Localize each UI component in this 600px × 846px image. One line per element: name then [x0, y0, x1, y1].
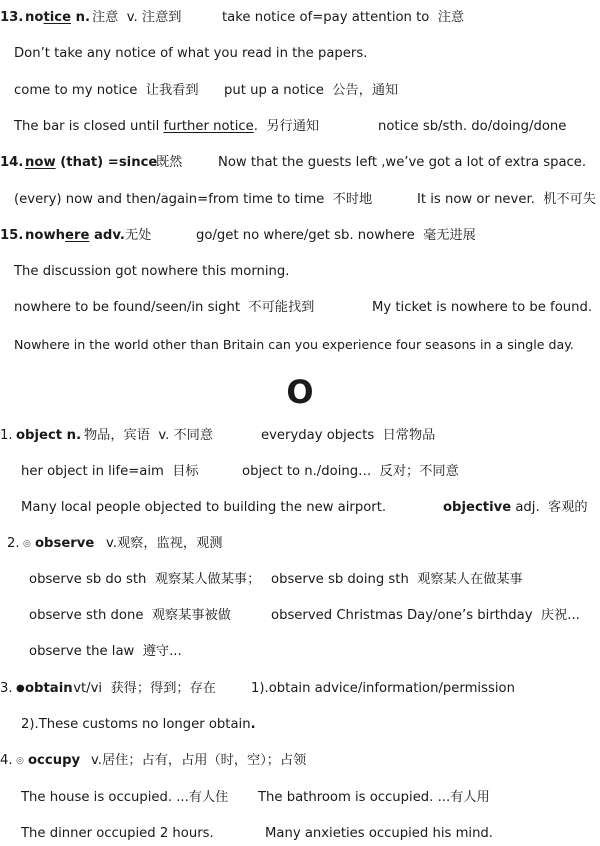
- headword: [25, 152, 157, 174]
- example-text: Don’t take any notice of what you read in the papers.: [14, 46, 368, 61]
- example-text: 1).obtain advice/information/permission: [251, 681, 515, 696]
- meaning: 既然: [156, 155, 183, 170]
- example-text: observe sb do sth 观察某人做某事；: [29, 572, 261, 587]
- example-text: (every) now and then/again=from time to time 不时地: [14, 192, 373, 207]
- part-of-speech: adv.: [89, 228, 125, 243]
- headword-underlined-part: now: [25, 155, 56, 170]
- headword: occupy: [28, 753, 81, 768]
- entry-number: 1.: [0, 428, 13, 443]
- example-text: notice sb/sth. do/doing/done: [378, 119, 567, 134]
- example-text: nowhere to be found/seen/in sight 不可能找到: [14, 300, 315, 315]
- part-of-speech: n.: [75, 10, 91, 25]
- headword: [25, 225, 125, 247]
- meaning: 注意 v. 注意到: [92, 10, 182, 25]
- related-meaning: adj. 客观的: [511, 500, 588, 515]
- meaning: v.观察，监视，观测: [106, 536, 223, 551]
- example-text: [21, 714, 256, 736]
- entry-number: 13.: [0, 10, 24, 25]
- phrase: go/get no where/get sb. nowhere 毫无进展: [196, 228, 476, 243]
- example-text: observe the law 遵守...: [29, 644, 182, 659]
- entry-number: 2.: [7, 536, 20, 551]
- underlined-phrase: further notice: [163, 119, 254, 134]
- example-part: . 另行通知: [253, 119, 320, 134]
- headword-part: nowh: [25, 228, 66, 243]
- example-part: The bar is closed until: [14, 119, 164, 134]
- headword-part: (that) =since: [55, 155, 158, 170]
- meaning: 无处: [125, 228, 152, 243]
- entry-number: 14.: [0, 155, 24, 170]
- headword-part: no: [25, 10, 44, 25]
- meaning: v.居住；占有，占用（时，空）；占领: [91, 753, 307, 768]
- example-part: 2).These customs no longer obtain: [21, 717, 251, 732]
- headword: observe: [35, 536, 95, 551]
- example-text: object to n./doing… 反对；不同意: [242, 464, 459, 479]
- bullet-icon: ◎: [16, 756, 24, 766]
- bullet-icon: ●: [16, 683, 25, 694]
- example-text: Many anxieties occupied his mind.: [265, 826, 493, 841]
- example-text: [443, 497, 588, 519]
- example-text: put up a notice 公告，通知: [224, 83, 399, 98]
- example-text: observe sb doing sth 观察某人在做某事: [271, 572, 523, 587]
- example-text: The bathroom is occupied. ...有人用: [258, 790, 490, 805]
- headword-underlined-part: tice: [43, 10, 72, 25]
- phrase: everyday objects 日常物品: [261, 428, 436, 443]
- example-text: observe sth done 观察某事被做: [29, 608, 231, 623]
- example-text: [14, 116, 319, 138]
- section-letter: O: [286, 373, 314, 411]
- phrase: take notice of=pay attention to 注意: [222, 10, 465, 25]
- example-text: observed Christmas Day/one’s birthday 庆祝...: [271, 608, 580, 623]
- example-text: It is now or never. 机不可失: [417, 192, 596, 207]
- example-part: .: [250, 717, 256, 732]
- example-text: Many local people objected to building the new airport.: [21, 500, 387, 515]
- example-text: her object in life=aim 目标: [21, 464, 199, 479]
- related-word: objective: [443, 500, 512, 515]
- example-text: Nowhere in the world other than Britain can you experience four seasons in a single day.: [14, 337, 574, 352]
- headword: obtain: [25, 681, 73, 696]
- entry-number: 4.: [0, 753, 13, 768]
- entry-number: 15.: [0, 228, 24, 243]
- headword: object n.: [16, 428, 82, 443]
- headword: [25, 7, 90, 29]
- bullet-icon: ◎: [23, 539, 31, 549]
- headword-underlined-part: ere: [65, 228, 90, 243]
- meaning: 物品，宾语 v. 不同意: [84, 428, 214, 443]
- example-text: come to my notice 让我看到: [14, 83, 199, 98]
- example-text: The house is occupied. ...有人住: [21, 790, 229, 805]
- example-text: Now that the guests left ,we’ve got a lot of extra space.: [218, 155, 587, 170]
- meaning: vt/vi 获得；得到；存在: [69, 681, 216, 696]
- example-text: My ticket is nowhere to be found.: [372, 300, 593, 315]
- example-text: The dinner occupied 2 hours.: [21, 826, 214, 841]
- entry-number: 3.: [0, 681, 13, 696]
- example-text: The discussion got nowhere this morning.: [14, 264, 290, 279]
